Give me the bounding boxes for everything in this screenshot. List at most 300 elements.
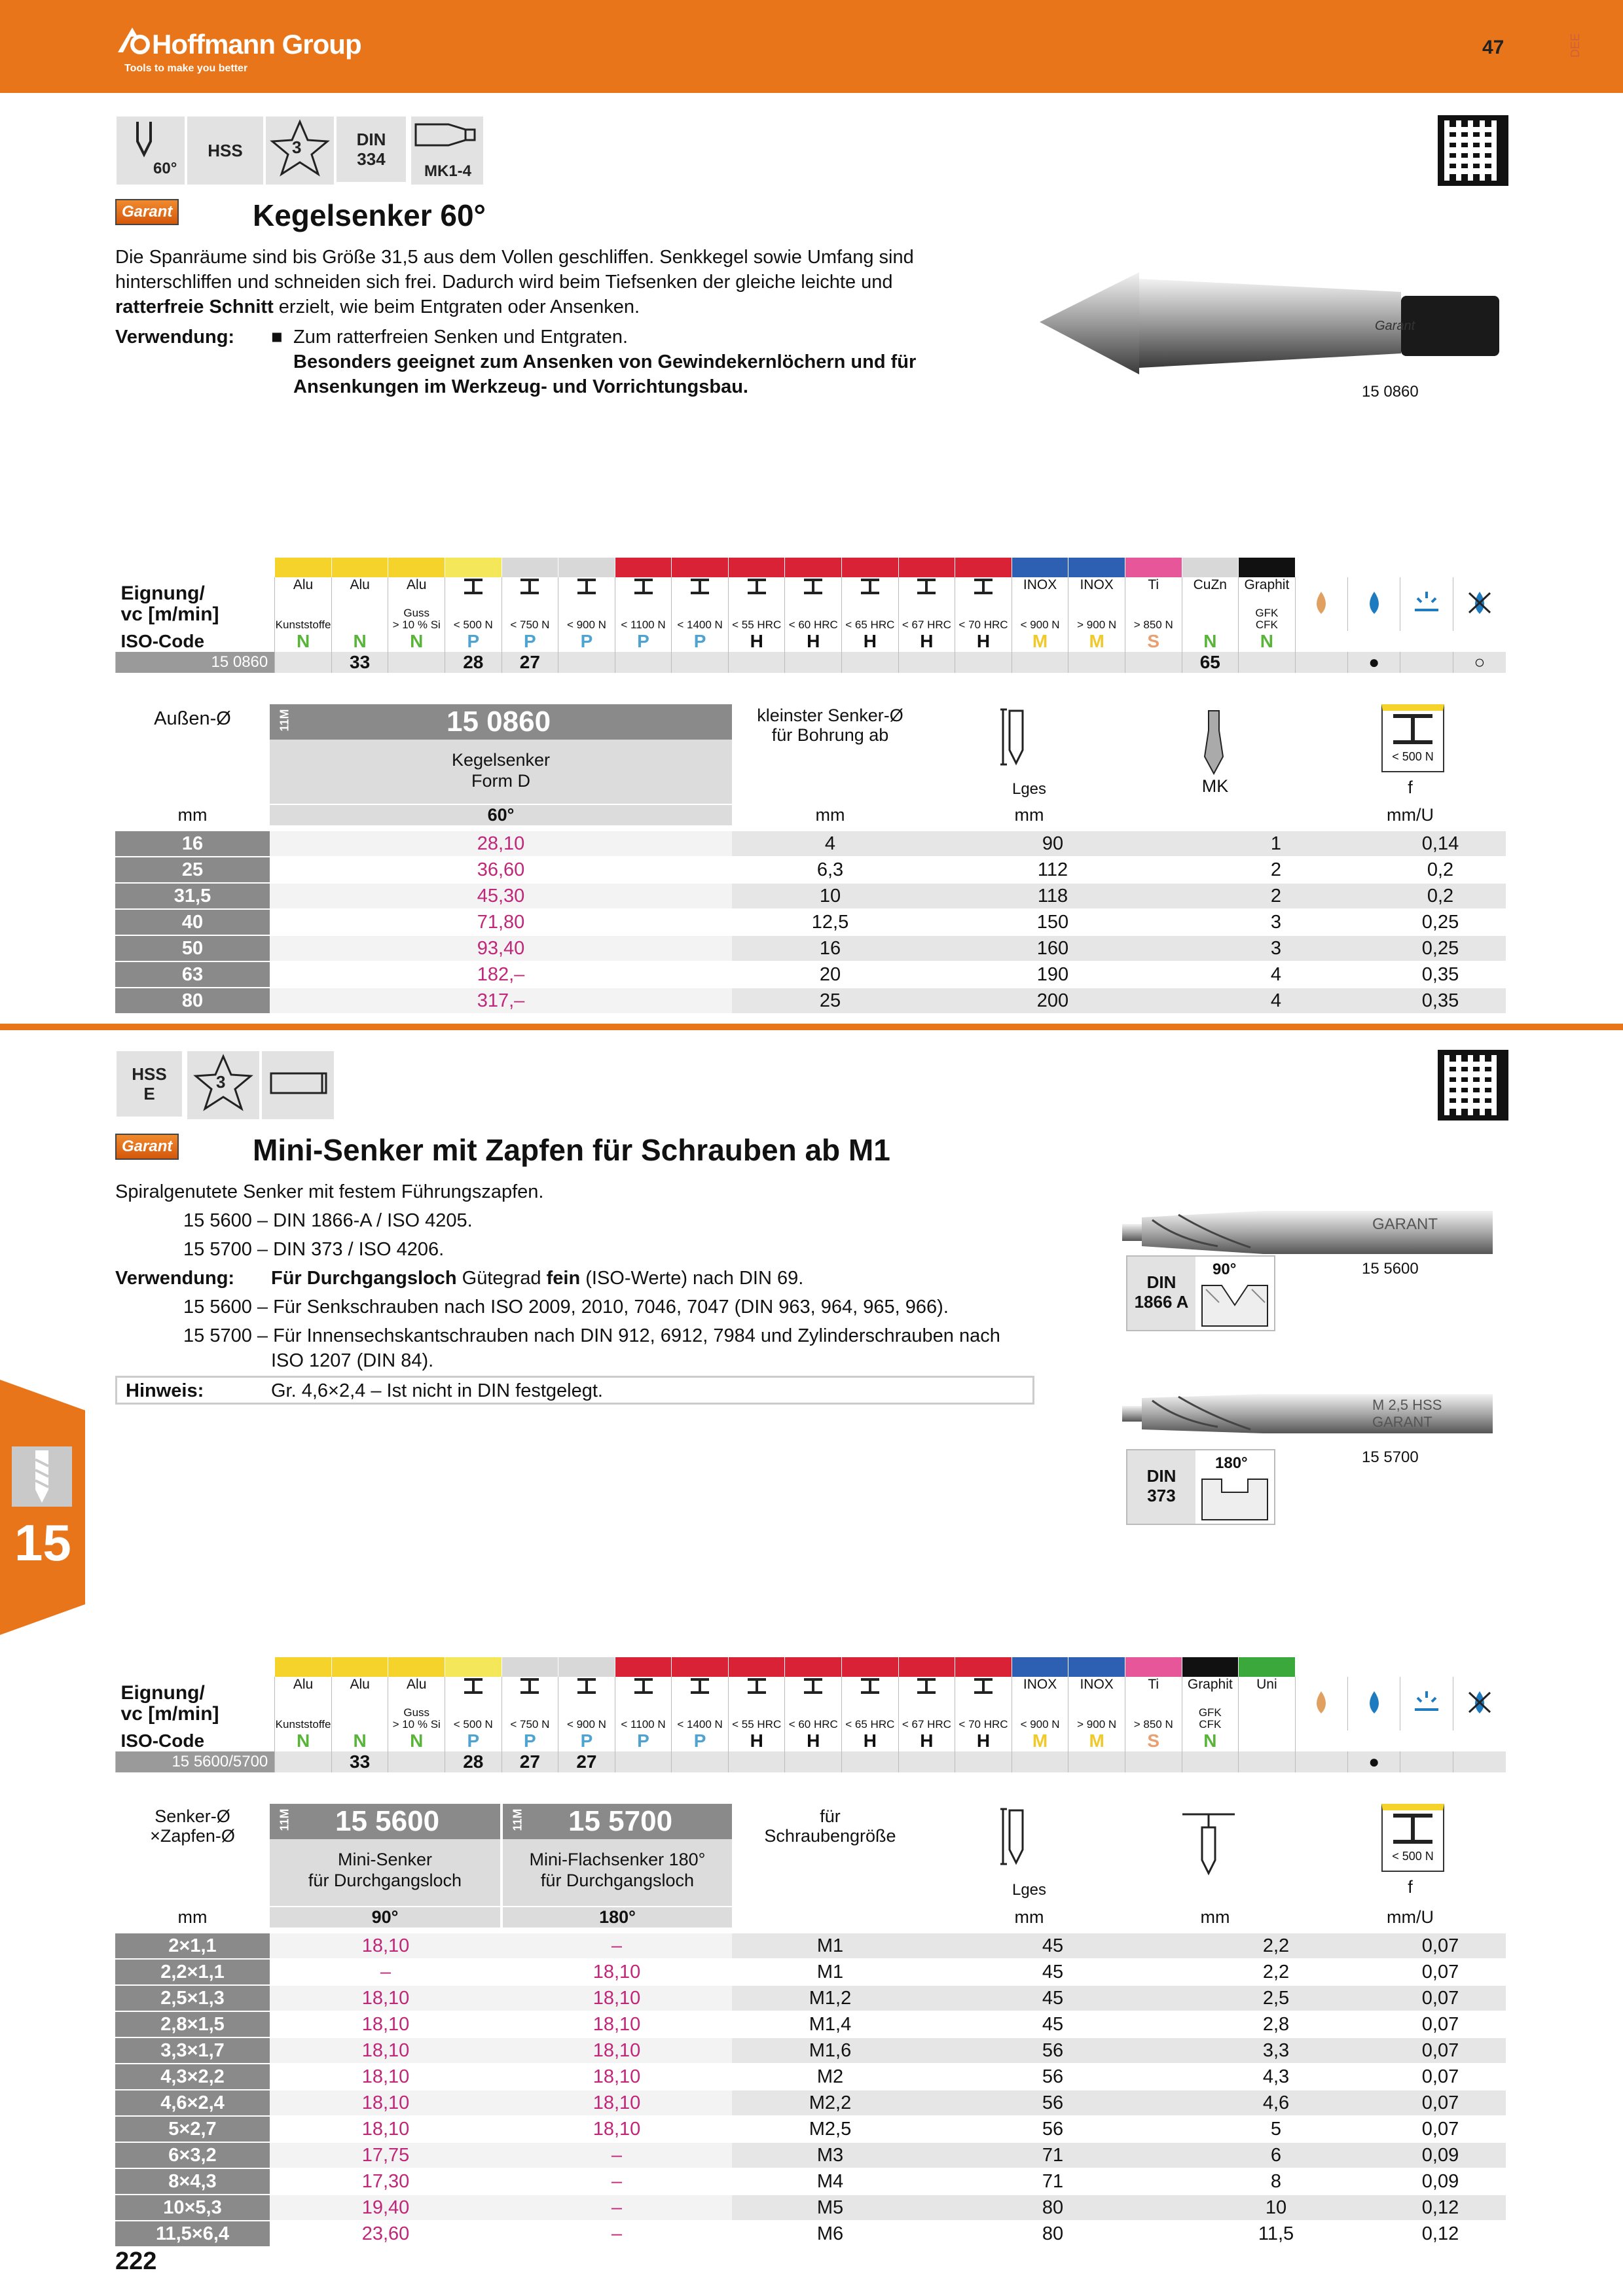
hss-badge: HSS bbox=[186, 115, 264, 186]
article-2a-sub1: Mini-Senker bbox=[337, 1850, 433, 1869]
feed-material-icon-2: < 500 N bbox=[1381, 1804, 1444, 1872]
table-row bbox=[115, 2037, 1506, 2064]
vc-cell bbox=[275, 652, 332, 673]
value-cell: 3 bbox=[1177, 909, 1375, 935]
coolant-cell bbox=[1400, 1751, 1453, 1772]
vc-cell bbox=[615, 1751, 672, 1772]
lges-label: Lges bbox=[1012, 780, 1047, 798]
vc-cell bbox=[842, 652, 899, 673]
steel-profile-icon bbox=[913, 1677, 939, 1695]
material-subheader: < 67 HRC bbox=[898, 607, 955, 631]
material-color-bar bbox=[501, 1657, 558, 1677]
price-cell[interactable]: 18,10 bbox=[270, 1985, 501, 2011]
value-cell: 2 bbox=[1177, 857, 1375, 883]
iso-code-cell: H bbox=[898, 631, 955, 652]
iso-code-cell: N bbox=[331, 631, 388, 652]
material-header: Alu bbox=[275, 1677, 332, 1707]
col-screw-size: für Schraubengröße bbox=[764, 1806, 896, 1846]
value-cell: 0,12 bbox=[1375, 2195, 1506, 2221]
mql-icon bbox=[1400, 577, 1453, 631]
price-cell[interactable]: 28,10 bbox=[270, 831, 732, 857]
price-cell[interactable]: 18,10 bbox=[501, 2116, 732, 2142]
iso-code-cell: M bbox=[1068, 1731, 1125, 1751]
material-color-bar bbox=[1012, 558, 1068, 577]
value-cell: 6,3 bbox=[732, 857, 928, 883]
iso-code-cell bbox=[1239, 1731, 1296, 1751]
qr-code-icon-2[interactable] bbox=[1438, 1050, 1508, 1121]
table-row bbox=[115, 2116, 1506, 2142]
use-line-4: 15 5700 – Für Innensechskantschrauben nach DIN 912, 6912, 7984 und Zylinderschrauben nach bbox=[183, 1325, 1000, 1346]
price-cell[interactable]: – bbox=[270, 1959, 501, 1985]
material-header bbox=[955, 577, 1012, 607]
table-row bbox=[115, 2090, 1506, 2116]
price-cell[interactable]: 18,10 bbox=[501, 1985, 732, 2011]
iso-code-cell: P bbox=[615, 1731, 672, 1751]
value-cell: 2,2 bbox=[1177, 1933, 1375, 1959]
size-cell: 2×1,1 bbox=[115, 1933, 270, 1959]
value-cell: 0,07 bbox=[1375, 2116, 1506, 2142]
material-header: Uni bbox=[1239, 1677, 1296, 1707]
mql-icon bbox=[1400, 1677, 1453, 1731]
table-row bbox=[115, 1933, 1506, 1959]
feed-f-label-2: f bbox=[1408, 1877, 1413, 1897]
material-header bbox=[558, 577, 615, 607]
std-line-2: 15 5700 – DIN 373 / ISO 4206. bbox=[183, 1239, 445, 1260]
material-header bbox=[785, 1677, 842, 1707]
value-cell: 0,2 bbox=[1375, 857, 1506, 883]
image-label-2: 15 5600 bbox=[1362, 1260, 1419, 1278]
col-outer-diameter: Außen-Ø bbox=[154, 708, 231, 729]
qr-code-icon[interactable] bbox=[1438, 115, 1508, 186]
value-cell: 6 bbox=[1177, 2142, 1375, 2168]
mk-label: MK bbox=[1201, 776, 1229, 796]
steel-profile-icon bbox=[970, 577, 996, 596]
table-row bbox=[115, 2221, 1506, 2246]
material-header bbox=[785, 577, 842, 607]
price-cell[interactable]: 18,10 bbox=[501, 2011, 732, 2037]
steel-profile-icon bbox=[857, 1677, 883, 1695]
iso-code-cell: P bbox=[672, 1731, 729, 1751]
size-cell: 50 bbox=[115, 935, 270, 961]
unit-mm-2c: mm bbox=[1200, 1907, 1230, 1927]
price-cell[interactable]: 18,10 bbox=[501, 2090, 732, 2116]
iso-code-cell: S bbox=[1125, 631, 1182, 652]
price-cell[interactable]: 71,80 bbox=[270, 909, 732, 935]
price-cell[interactable]: 18,10 bbox=[270, 2090, 501, 2116]
iso-code-cell: N bbox=[1182, 631, 1239, 652]
material-header bbox=[898, 1677, 955, 1707]
material-header: Alu bbox=[331, 1677, 388, 1707]
product-title-2: Mini-Senker mit Zapfen für Schrauben ab M1 bbox=[253, 1133, 890, 1167]
size-cell: 5×2,7 bbox=[115, 2116, 270, 2142]
drill-icon bbox=[12, 1446, 72, 1507]
size-cell: 4,6×2,4 bbox=[115, 2090, 270, 2116]
material-color-bar bbox=[728, 558, 785, 577]
value-cell: 0,07 bbox=[1375, 1959, 1506, 1985]
material-subheader: < 500 N bbox=[445, 607, 502, 631]
value-cell: 4,6 bbox=[1177, 2090, 1375, 2116]
material-color-bar bbox=[275, 1657, 332, 1677]
suitability-table-1 bbox=[115, 558, 1506, 686]
vc-cell bbox=[842, 1751, 899, 1772]
article-sub-2: Form D bbox=[471, 771, 530, 791]
value-cell: 0,25 bbox=[1375, 935, 1506, 961]
value-cell: 0,25 bbox=[1375, 909, 1506, 935]
coolant-emulsion-icon bbox=[1295, 1677, 1347, 1731]
material-header bbox=[672, 577, 729, 607]
value-cell: 0,09 bbox=[1375, 2142, 1506, 2168]
suit-label: Eignung/ vc [m/min] bbox=[120, 583, 219, 625]
value-cell: 2 bbox=[1177, 883, 1375, 909]
price-cell[interactable]: – bbox=[501, 2195, 732, 2221]
price-cell[interactable]: 18,10 bbox=[501, 2037, 732, 2064]
steel-profile-icon bbox=[744, 1677, 770, 1695]
material-color-bar bbox=[388, 1657, 445, 1677]
din1866-badge: DIN 1866 A 90° bbox=[1126, 1255, 1275, 1331]
material-header: Graphit bbox=[1239, 577, 1296, 607]
material-subheader: Kunststoffe bbox=[275, 607, 332, 631]
coolant-oil-icon bbox=[1348, 577, 1400, 631]
vc-cell bbox=[558, 652, 615, 673]
coolant-cell bbox=[1295, 652, 1347, 673]
material-header bbox=[501, 1677, 558, 1707]
svg-text:Garant: Garant bbox=[1375, 319, 1415, 333]
material-subheader: < 900 N bbox=[1012, 607, 1068, 631]
vc-cell bbox=[955, 652, 1012, 673]
price-cell[interactable]: 17,75 bbox=[270, 2142, 501, 2168]
iso-code-cell: N bbox=[1239, 631, 1296, 652]
size-cell: 40 bbox=[115, 909, 270, 935]
page-number-top: 47 bbox=[1482, 37, 1504, 58]
price-cell[interactable]: – bbox=[501, 2142, 732, 2168]
value-cell: M4 bbox=[732, 2168, 928, 2195]
material-header bbox=[728, 1677, 785, 1707]
article-2a-sub2: für Durchgangsloch bbox=[308, 1871, 462, 1890]
iso-code-cell: N bbox=[1182, 1731, 1239, 1751]
price-cell[interactable]: – bbox=[501, 2168, 732, 2195]
std-line-1: 15 5600 – DIN 1866-A / ISO 4205. bbox=[183, 1210, 473, 1231]
material-subheader: < 1400 N bbox=[672, 1707, 729, 1731]
iso-code-cell: H bbox=[842, 631, 899, 652]
dry-icon bbox=[1453, 577, 1506, 631]
dry-icon bbox=[1453, 1677, 1506, 1731]
price-cell[interactable]: 17,30 bbox=[270, 2168, 501, 2195]
material-subheader: < 65 HRC bbox=[842, 1707, 899, 1731]
value-cell: 0,07 bbox=[1375, 2064, 1506, 2090]
article-number-2a: 11M 15 5600 bbox=[270, 1804, 500, 1839]
material-header: Alu bbox=[388, 1677, 445, 1707]
iso-code-cell: P bbox=[501, 631, 558, 652]
value-cell: M2 bbox=[732, 2064, 928, 2090]
price-cell[interactable]: 93,40 bbox=[270, 935, 732, 961]
hint-label: Hinweis: bbox=[126, 1380, 204, 1401]
material-color-bar bbox=[1125, 1657, 1182, 1677]
table-row bbox=[115, 2168, 1506, 2195]
price-cell[interactable]: 18,10 bbox=[270, 1933, 501, 1959]
value-cell: M5 bbox=[732, 2195, 928, 2221]
steel-profile-icon bbox=[857, 577, 883, 596]
table-row bbox=[115, 1959, 1506, 1985]
price-cell[interactable]: 182,– bbox=[270, 961, 732, 988]
lges-label-2: Lges bbox=[1012, 1881, 1047, 1899]
value-cell: 80 bbox=[928, 2221, 1177, 2246]
vc-cell bbox=[615, 652, 672, 673]
iso-code-cell: P bbox=[445, 631, 502, 652]
vc-cell: 28 bbox=[445, 652, 502, 673]
vc-cell bbox=[785, 652, 842, 673]
value-cell: 0,07 bbox=[1375, 2011, 1506, 2037]
value-cell: M1 bbox=[732, 1959, 928, 1985]
price-cell[interactable]: 23,60 bbox=[270, 2221, 501, 2246]
vc-cell bbox=[1182, 1751, 1239, 1772]
vc-cell: 28 bbox=[445, 1751, 502, 1772]
use-text-2: Für Durchgangsloch Gütegrad fein (ISO-Werte) nach DIN 69. bbox=[271, 1268, 804, 1289]
material-color-bar bbox=[785, 1657, 842, 1677]
material-header: INOX bbox=[1012, 577, 1068, 607]
material-color-bar bbox=[672, 558, 729, 577]
table-row bbox=[115, 2195, 1506, 2221]
material-header bbox=[728, 577, 785, 607]
unit-mm-1: mm bbox=[177, 805, 208, 825]
table-row bbox=[115, 961, 1506, 988]
value-cell: 10 bbox=[732, 883, 928, 909]
material-color-bar bbox=[1239, 1657, 1296, 1677]
material-color-bar bbox=[275, 558, 332, 577]
value-cell: 56 bbox=[928, 2090, 1177, 2116]
value-cell: 56 bbox=[928, 2064, 1177, 2090]
value-cell: 3 bbox=[1177, 935, 1375, 961]
price-cell[interactable]: 19,40 bbox=[270, 2195, 501, 2221]
value-cell: 20 bbox=[732, 961, 928, 988]
price-cell[interactable]: 18,10 bbox=[270, 2116, 501, 2142]
unit-mm-3: mm bbox=[815, 805, 845, 825]
material-subheader: < 67 HRC bbox=[898, 1707, 955, 1731]
material-header bbox=[842, 577, 899, 607]
brand-name: Hoffmann Group bbox=[152, 29, 361, 60]
material-subheader bbox=[1239, 1707, 1296, 1731]
value-cell: M1,2 bbox=[732, 1985, 928, 2011]
material-header: CuZn bbox=[1182, 577, 1239, 607]
product-title-1: Kegelsenker 60° bbox=[253, 198, 486, 232]
material-header: Alu bbox=[331, 577, 388, 607]
material-header bbox=[501, 577, 558, 607]
value-cell: 45 bbox=[928, 1959, 1177, 1985]
coolant-cell bbox=[1400, 652, 1453, 673]
steel-profile-icon bbox=[800, 1677, 826, 1695]
garant-logo: Garant bbox=[115, 199, 179, 225]
material-header bbox=[558, 1677, 615, 1707]
table-row bbox=[115, 988, 1506, 1013]
value-cell: 5 bbox=[1177, 2116, 1375, 2142]
din373-badge: DIN 373 180° bbox=[1126, 1449, 1275, 1525]
value-cell: 0,07 bbox=[1375, 1933, 1506, 1959]
vc-cell bbox=[1125, 1751, 1182, 1772]
price-cell[interactable]: – bbox=[501, 1933, 732, 1959]
shank-badge bbox=[261, 1050, 335, 1121]
garant-logo-2: Garant bbox=[115, 1134, 179, 1160]
product-description-1: Die Spanräume sind bis Größe 31,5 aus dem Vollen geschliffen. Senkkegel sowie Umfang sind hinterschliffen und schneiden sich frei. Dadurch wird beim Tiefsenken der gleiche leichte und ratterfreie Schnitt erzielt, wie beim Entgraten oder Ansenken. bbox=[115, 247, 914, 317]
value-cell: M3 bbox=[732, 2142, 928, 2168]
material-subheader: > 900 N bbox=[1068, 1707, 1125, 1731]
coolant-cell bbox=[1295, 1751, 1347, 1772]
unit-mm-u: mm/U bbox=[1387, 805, 1434, 825]
material-header: Alu bbox=[275, 577, 332, 607]
material-header: Ti bbox=[1125, 1677, 1182, 1707]
value-cell: 3,3 bbox=[1177, 2037, 1375, 2064]
section-separator bbox=[0, 1024, 1623, 1030]
coolant-cell: ○ bbox=[1453, 652, 1506, 673]
value-cell: M6 bbox=[732, 2221, 928, 2246]
price-cell[interactable]: 45,30 bbox=[270, 883, 732, 909]
countersink-tool-image bbox=[1034, 259, 1512, 390]
material-color-bar bbox=[728, 1657, 785, 1677]
iso-code-cell: H bbox=[842, 1731, 899, 1751]
image-label-1: 15 0860 bbox=[1362, 383, 1419, 401]
steel-profile-icon bbox=[687, 577, 713, 596]
material-subheader: > 850 N bbox=[1125, 607, 1182, 631]
material-subheader: < 900 N bbox=[558, 1707, 615, 1731]
table-row bbox=[115, 2011, 1506, 2037]
iso-code-cell: N bbox=[388, 1731, 445, 1751]
material-header bbox=[955, 1677, 1012, 1707]
price-cell[interactable]: – bbox=[501, 2221, 732, 2246]
coolant-cell bbox=[1453, 1751, 1506, 1772]
iso-code-cell: N bbox=[275, 1731, 332, 1751]
use-label-1: Verwendung: bbox=[115, 327, 235, 348]
material-subheader: > 900 N bbox=[1068, 607, 1125, 631]
unit-mm-u-2: mm/U bbox=[1387, 1907, 1434, 1927]
material-subheader: < 750 N bbox=[501, 607, 558, 631]
material-subheader: > 850 N bbox=[1125, 1707, 1182, 1731]
price-cell[interactable]: 18,10 bbox=[501, 1959, 732, 1985]
material-header bbox=[615, 577, 672, 607]
flutes-badge-2: 3 bbox=[186, 1050, 261, 1121]
material-subheader: < 55 HRC bbox=[728, 1707, 785, 1731]
article-2b-sub2: für Durchgangsloch bbox=[540, 1871, 695, 1890]
value-cell: 90 bbox=[928, 831, 1177, 857]
tool-engraving-2: M 2,5 HSS bbox=[1372, 1397, 1442, 1413]
article-number-1: 11M 15 0860 bbox=[270, 704, 732, 740]
vc-cell bbox=[275, 1751, 332, 1772]
material-color-bar bbox=[615, 1657, 672, 1677]
size-cell: 11,5×6,4 bbox=[115, 2221, 270, 2246]
value-cell: 190 bbox=[928, 961, 1177, 988]
material-color-bar bbox=[785, 558, 842, 577]
size-cell: 2,2×1,1 bbox=[115, 1959, 270, 1985]
article-2b-sub1: Mini-Flachsenker 180° bbox=[529, 1850, 706, 1869]
iso-code-cell: S bbox=[1125, 1731, 1182, 1751]
vc-cell: 27 bbox=[501, 652, 558, 673]
iso-code-cell: P bbox=[672, 631, 729, 652]
material-header bbox=[672, 1677, 729, 1707]
material-color-bar bbox=[1125, 558, 1182, 577]
iso-code-cell: P bbox=[558, 1731, 615, 1751]
size-cell: 2,8×1,5 bbox=[115, 2011, 270, 2037]
price-cell[interactable]: 18,10 bbox=[270, 2037, 501, 2064]
price-cell[interactable]: 36,60 bbox=[270, 857, 732, 883]
material-subheader: Guss > 10 % Si bbox=[388, 1707, 445, 1731]
suit-label: Eignung/ vc [m/min] bbox=[120, 1682, 219, 1725]
page-number-bottom: 222 bbox=[115, 2248, 157, 2275]
value-cell: 0,07 bbox=[1375, 1985, 1506, 2011]
vc-cell bbox=[1239, 1751, 1296, 1772]
value-cell: 2,5 bbox=[1177, 1985, 1375, 2011]
value-cell: 8 bbox=[1177, 2168, 1375, 2195]
material-color-bar bbox=[1068, 1657, 1125, 1677]
material-color-bar bbox=[1239, 558, 1296, 577]
material-subheader: < 65 HRC bbox=[842, 607, 899, 631]
value-cell: 45 bbox=[928, 2011, 1177, 2037]
material-subheader: < 1100 N bbox=[615, 607, 672, 631]
iso-code-cell: H bbox=[898, 1731, 955, 1751]
iso-code-cell: H bbox=[955, 1731, 1012, 1751]
material-subheader: < 60 HRC bbox=[785, 607, 842, 631]
language-code: DEE bbox=[1569, 33, 1582, 58]
feed-material-icon: < 500 N bbox=[1381, 704, 1444, 772]
price-cell[interactable]: 317,– bbox=[270, 988, 732, 1013]
steel-profile-icon bbox=[574, 577, 600, 596]
chapter-number: 15 bbox=[14, 1514, 71, 1571]
size-cell: 31,5 bbox=[115, 883, 270, 909]
iso-code-cell: N bbox=[388, 631, 445, 652]
material-header bbox=[445, 1677, 502, 1707]
vc-cell bbox=[388, 1751, 445, 1772]
value-cell: M1,6 bbox=[732, 2037, 928, 2064]
vc-cell: 27 bbox=[501, 1751, 558, 1772]
col-diam-pilot: Senker-Ø ×Zapfen-Ø bbox=[150, 1806, 235, 1846]
product-description-2: Spiralgenutete Senker mit festem Führungszapfen. bbox=[115, 1181, 544, 1202]
value-cell: 0,35 bbox=[1375, 988, 1506, 1013]
vc-cell bbox=[1125, 652, 1182, 673]
table-row bbox=[115, 1985, 1506, 2011]
price-cell[interactable]: 18,10 bbox=[270, 2011, 501, 2037]
material-header bbox=[842, 1677, 899, 1707]
size-cell: 3,3×1,7 bbox=[115, 2037, 270, 2064]
value-cell: 11,5 bbox=[1177, 2221, 1375, 2246]
hint-text: Gr. 4,6×2,4 – Ist nicht in DIN festgelegt. bbox=[271, 1380, 603, 1401]
value-cell: 0,2 bbox=[1375, 883, 1506, 909]
tool-engraving-1: GARANT bbox=[1372, 1215, 1438, 1233]
price-cell[interactable]: 18,10 bbox=[501, 2064, 732, 2090]
material-subheader: < 55 HRC bbox=[728, 607, 785, 631]
value-cell: 4 bbox=[1177, 961, 1375, 988]
material-color-bar bbox=[672, 1657, 729, 1677]
mini-countersink-image bbox=[1113, 1204, 1506, 1263]
vc-cell bbox=[388, 652, 445, 673]
value-cell: 45 bbox=[928, 1985, 1177, 2011]
steel-profile-icon bbox=[630, 577, 657, 596]
mini-flat-countersink-image bbox=[1113, 1388, 1506, 1440]
price-cell[interactable]: 18,10 bbox=[270, 2064, 501, 2090]
material-subheader: Guss > 10 % Si bbox=[388, 607, 445, 631]
angle-180: 180° bbox=[503, 1907, 732, 1928]
table-row bbox=[115, 831, 1506, 857]
morse-taper-badge: MK1-4 bbox=[410, 115, 484, 186]
value-cell: 71 bbox=[928, 2168, 1177, 2195]
steel-profile-icon bbox=[517, 1677, 543, 1695]
material-subheader: GFK CFK bbox=[1182, 1707, 1239, 1731]
material-color-bar bbox=[445, 1657, 502, 1677]
value-cell: M2,5 bbox=[732, 2116, 928, 2142]
value-cell: 56 bbox=[928, 2037, 1177, 2064]
value-cell: 0,07 bbox=[1375, 2037, 1506, 2064]
value-cell: 1 bbox=[1177, 831, 1375, 857]
use-bullet-icon: ■ bbox=[271, 327, 283, 348]
angle-90: 90° bbox=[270, 1907, 500, 1928]
material-subheader: < 1400 N bbox=[672, 607, 729, 631]
vc-cell bbox=[898, 1751, 955, 1772]
material-subheader: < 70 HRC bbox=[955, 607, 1012, 631]
